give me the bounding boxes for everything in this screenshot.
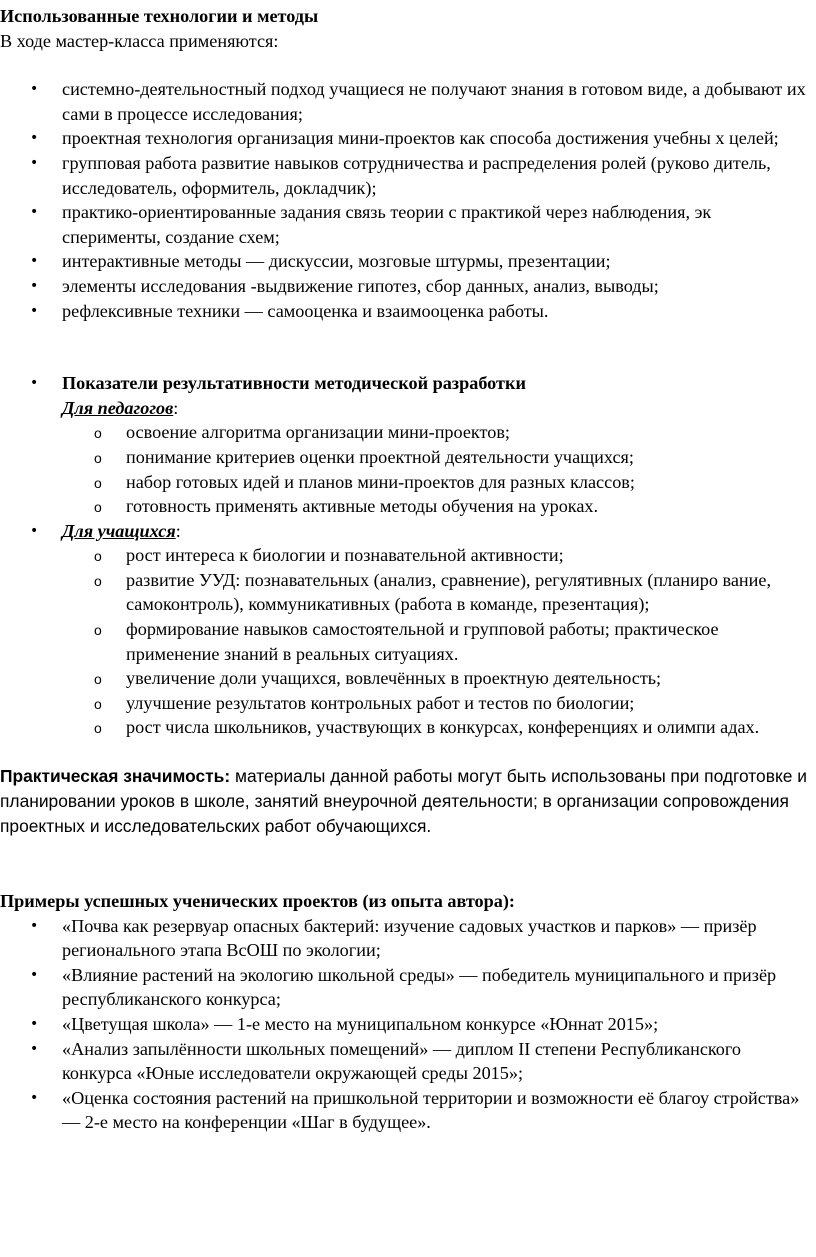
results-heading-item (0, 371, 816, 519)
circle-bullet-icon: o (94, 499, 102, 516)
circle-bullet-icon: o (94, 572, 102, 589)
practical-label: Практическая значимость: (0, 766, 231, 787)
list-item: • «Цветущая школа» — 1-е место на муниципальном конкурсе «Юннат 2015»; (0, 1012, 816, 1037)
bullet-icon: • (30, 277, 39, 294)
bullet-icon: • (30, 1089, 39, 1106)
results-list (0, 371, 816, 740)
list-item: o улучшение результатов контрольных работ и тестов по биологии; (0, 691, 814, 716)
circle-bullet-icon: o (94, 720, 102, 737)
list-item: o рост числа школьников, участвующих в конкурсах, конференциях и олимпи адах. (0, 715, 814, 740)
tech-intro: В ходе мастер-класса применяются: (0, 30, 279, 51)
bullet-icon: • (30, 375, 39, 392)
list-item: • «Оценка состояния растений на пришкольной территории и возможности её благоу стройства» — 2-е место на конференции «Шаг в будущее». (30, 1087, 800, 1133)
bullet-icon: • (30, 302, 39, 319)
practical-text: материалы данной работы могут быть использованы при подготовке и планировании уроков в школе, занятий внеурочной деятельности; в организации сопровождения проектных и исследовательских работ обучающихся. (0, 766, 807, 837)
bullet-icon: • (30, 1016, 39, 1032)
practical-significance (0, 764, 816, 839)
circle-bullet-icon: o (94, 425, 102, 442)
bullet-icon: • (30, 966, 39, 983)
bullet-icon: • (30, 253, 39, 270)
students-list (62, 543, 814, 740)
bullet-icon: • (30, 81, 39, 98)
list-item: • «Анализ запылённости школьных помещений» — диплом II степени Республиканского конкурса «Юные исследователи окружающей среды 2015»; (30, 1038, 742, 1084)
list-item: • проектная технология организация мини-проектов как способа достижения учебны х целей; (0, 126, 816, 151)
list-item: • практико-ориентированные задания связь теории с практикой через наблюдения, эк сперименты, создание схем; (30, 202, 712, 247)
teachers-label: Для педагогов (62, 397, 174, 418)
list-item: • рефлексивные техники — самооценка и взаимооценка работы. (0, 299, 816, 324)
list-item: o готовность применять активные методы обучения на уроках. (0, 494, 814, 519)
list-item: • групповая работа развитие навыков сотрудничества и распределения ролей (руково дитель, исследователь, оформитель, докладчик); (30, 152, 771, 198)
bullet-icon: • (30, 130, 39, 147)
list-item: o понимание критериев оценки проектной деятельности учащихся; (0, 445, 814, 470)
students-item (0, 519, 816, 740)
bullet-icon: • (30, 917, 39, 934)
list-item: o формирование навыков самостоятельной и групповой работы; практическое применение знаний в реальных ситуациях. (94, 619, 719, 664)
list-item: o освоение алгоритма организации мини-проектов; (0, 420, 814, 445)
teachers-list (62, 420, 814, 518)
circle-bullet-icon: o (94, 622, 102, 639)
list-item: • интерактивные методы — дискуссии, мозговые штурмы, презентации; (0, 249, 816, 274)
projects-heading: Примеры успешных ученических проектов (из опыта автора): (0, 891, 515, 912)
projects-list (0, 914, 816, 1135)
list-item: o увеличение доли учащихся, вовлечённых в проектную деятельность; (0, 666, 814, 691)
list-item: o рост интереса к биологии и познавательной активности; (0, 543, 814, 568)
list-item: • системно-деятельностный подход учащиеся не получают знания в готовом виде, а добывают их сами в процессе исследования; (30, 79, 806, 124)
students-label: Для учащихся (62, 520, 176, 541)
list-item: o набор готовых идей и планов мини-проектов для разных классов; (0, 470, 814, 495)
circle-bullet-icon: o (94, 474, 102, 491)
list-item: o развитие УУД: познавательных (анализ, сравнение), регулятивных (планиро вание, самоконтроль), коммуникативных (работа в команде, презентация); (94, 569, 772, 615)
bullet-icon: • (30, 204, 39, 221)
list-item: • «Влияние растений на экологию школьной среды» — победитель муниципального и призёр республиканского конкурса; (30, 964, 777, 1010)
bullet-icon: • (30, 154, 39, 171)
circle-bullet-icon: o (94, 695, 102, 712)
circle-bullet-icon: o (94, 548, 102, 565)
tech-list (0, 77, 816, 323)
list-item: • элементы исследования -выдвижение гипотез, сбор данных, анализ, выводы; (0, 274, 816, 299)
bullet-icon: • (30, 1040, 39, 1057)
bullet-icon: • (30, 522, 39, 539)
circle-bullet-icon: o (94, 671, 102, 688)
circle-bullet-icon: o (94, 449, 102, 466)
teachers-label-line: Для педагогов: (62, 397, 179, 418)
list-item: • «Почва как резервуар опасных бактерий: изучение садовых участков и парков» — призёр регионального этапа ВсОШ по экологии; (30, 915, 757, 961)
tech-heading: Использованные технологии и методы (0, 6, 319, 26)
results-heading: Показатели результативности методической разработки (62, 373, 526, 394)
students-label-line: Для учащихся: (62, 520, 181, 541)
